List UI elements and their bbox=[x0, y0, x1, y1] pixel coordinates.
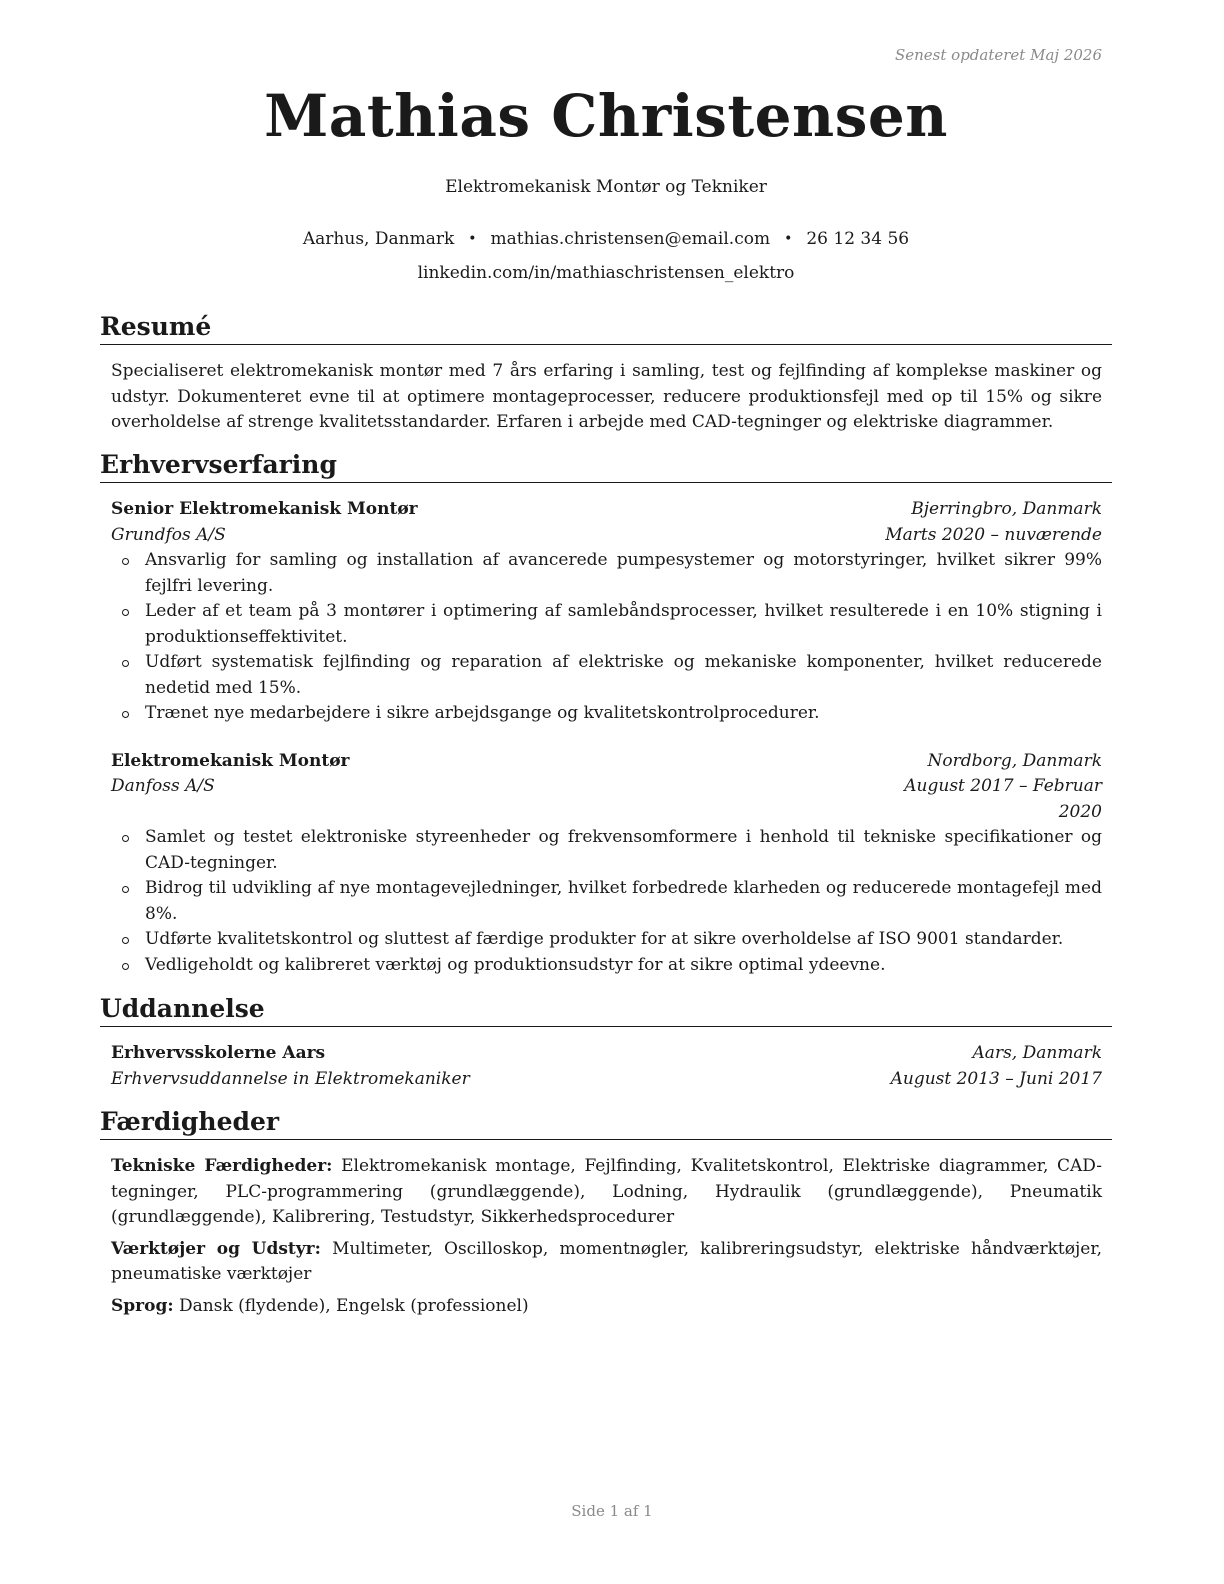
skill-text: Elektromekanisk montage, Fejlfinding, Kvalitetskontrol, Elektriske diagrammer, CAD-tegninger, PLC-programmering (grundlæggende), Lodning, Hydraulik (grundlæggende), Pneumatik (grundlæggende), Kalibrering, Testudstyr, Sikkerhedsprocedurer bbox=[111, 1156, 1103, 1227]
summary-heading: Resumé bbox=[100, 311, 1112, 345]
candidate-title: Elektromekanisk Montør og Tekniker bbox=[445, 177, 767, 197]
contact-separator: • bbox=[468, 231, 477, 247]
job-bullet: Ansvarlig for samling og installation af avancerede pumpesystemer og motorstyringer, hvilket sikrer 99% fejlfri levering. bbox=[145, 548, 1102, 599]
job-period: Marts 2020 – nuværende bbox=[885, 524, 1102, 545]
job-bullet: Vedligeholdt og kalibreret værktøj og produktionsudstyr for at sikre optimal ydeevne. bbox=[145, 953, 1102, 979]
education-entry bbox=[111, 1041, 1102, 1092]
phone-text: 26 12 34 56 bbox=[806, 229, 910, 249]
skills-heading: Færdigheder bbox=[100, 1106, 1112, 1140]
skill-row bbox=[111, 1294, 1102, 1320]
job-period: August 2017 – Februar 2020 bbox=[904, 776, 1102, 822]
education-header-row bbox=[111, 1041, 1102, 1067]
skill-label: Værktøjer og Udstyr: bbox=[111, 1238, 321, 1259]
job-role: Elektromekanisk Montør bbox=[111, 750, 350, 771]
summary-text: Specialiseret elektromekanisk montør med 7 års erfaring i samling, test og fejlfinding af komplekse maskiner og udstyr. Dokumenteret evne til at optimere montageprocesser, reducere produktionsfejl med op til 15% og sikre overholdelse af strenge kvalitetsstandarder. Erfaren i arbejde med CAD-tegninger og elektriske diagrammer. bbox=[111, 361, 1102, 432]
page-number: Side 1 af 1 bbox=[571, 1502, 653, 1520]
job-subheader-row bbox=[111, 523, 1102, 549]
email-link[interactable]: mathias.christensen@email.com bbox=[490, 229, 771, 249]
school-location: Aars, Danmark bbox=[972, 1043, 1102, 1063]
education-period: August 2013 – Juni 2017 bbox=[890, 1068, 1102, 1089]
location-text: Aarhus, Danmark bbox=[302, 229, 455, 249]
skills-section bbox=[100, 1106, 1112, 1319]
experience-heading: Erhvervserfaring bbox=[100, 449, 1112, 483]
job-location: Bjerringbro, Danmark bbox=[911, 499, 1102, 519]
job-bullet: Trænet nye medarbejdere i sikre arbejdsgange og kvalitetskontrolprocedurer. bbox=[145, 701, 1102, 727]
job-bullets bbox=[111, 548, 1102, 727]
linkedin-link[interactable]: linkedin.com/in/mathiaschristensen_elektro bbox=[417, 263, 795, 283]
job-bullet: Leder af et team på 3 montører i optimering af samlebåndsprocesser, hvilket resulterede i en 10% stigning i produktionseffektivitet. bbox=[145, 599, 1102, 650]
job-company: Grundfos A/S bbox=[111, 524, 226, 545]
job-entry bbox=[111, 749, 1102, 979]
education-heading: Uddannelse bbox=[100, 993, 1112, 1027]
job-bullet: Bidrog til udvikling af nye montagevejledninger, hvilket forbedrede klarheden og reducerede montagefejl med 8%. bbox=[145, 876, 1102, 927]
resume-page bbox=[100, 0, 1112, 1584]
candidate-name: Mathias Christensen bbox=[264, 82, 948, 150]
job-bullets bbox=[111, 825, 1102, 978]
job-bullet: Udført systematisk fejlfinding og reparation af elektriske og mekaniske komponenter, hvilket reducerede nedetid med 15%. bbox=[145, 650, 1102, 701]
job-header-row bbox=[111, 749, 1102, 775]
job-bullet: Samlet og testet elektroniske styreenheder og frekvensomformere i henhold til tekniske specifikationer og CAD-tegninger. bbox=[145, 825, 1102, 876]
job-company: Danfoss A/S bbox=[111, 776, 215, 796]
last-updated-note: Senest opdateret Maj 2026 bbox=[894, 46, 1102, 64]
education-section bbox=[100, 993, 1112, 1092]
experience-section bbox=[100, 449, 1112, 978]
skill-label: Tekniske Færdigheder: bbox=[111, 1156, 333, 1176]
job-subheader-row bbox=[111, 774, 1102, 825]
school-name: Erhvervsskolerne Aars bbox=[111, 1043, 326, 1063]
skill-row bbox=[111, 1154, 1102, 1231]
skill-row bbox=[111, 1237, 1102, 1288]
contact-separator: • bbox=[784, 231, 793, 247]
job-role: Senior Elektromekanisk Montør bbox=[111, 499, 418, 519]
education-subheader-row bbox=[111, 1067, 1102, 1093]
skill-label: Sprog: bbox=[111, 1295, 174, 1316]
skill-text: Multimeter, Oscilloskop, momentnøgler, kalibreringsudstyr, elektriske håndværktøjer, pneumatiske værktøjer bbox=[111, 1238, 1102, 1284]
degree-name: Erhvervsuddannelse in Elektromekaniker bbox=[111, 1068, 470, 1089]
job-entry bbox=[111, 497, 1102, 727]
contact-line bbox=[100, 229, 1112, 249]
summary-section bbox=[100, 311, 1112, 436]
job-location: Nordborg, Danmark bbox=[927, 750, 1102, 771]
job-bullet: Udførte kvalitetskontrol og sluttest af færdige produkter for at sikre overholdelse af ISO 9001 standarder. bbox=[145, 927, 1102, 953]
job-header-row bbox=[111, 497, 1102, 523]
skill-text: Dansk (flydende), Engelsk (professionel) bbox=[179, 1295, 529, 1316]
